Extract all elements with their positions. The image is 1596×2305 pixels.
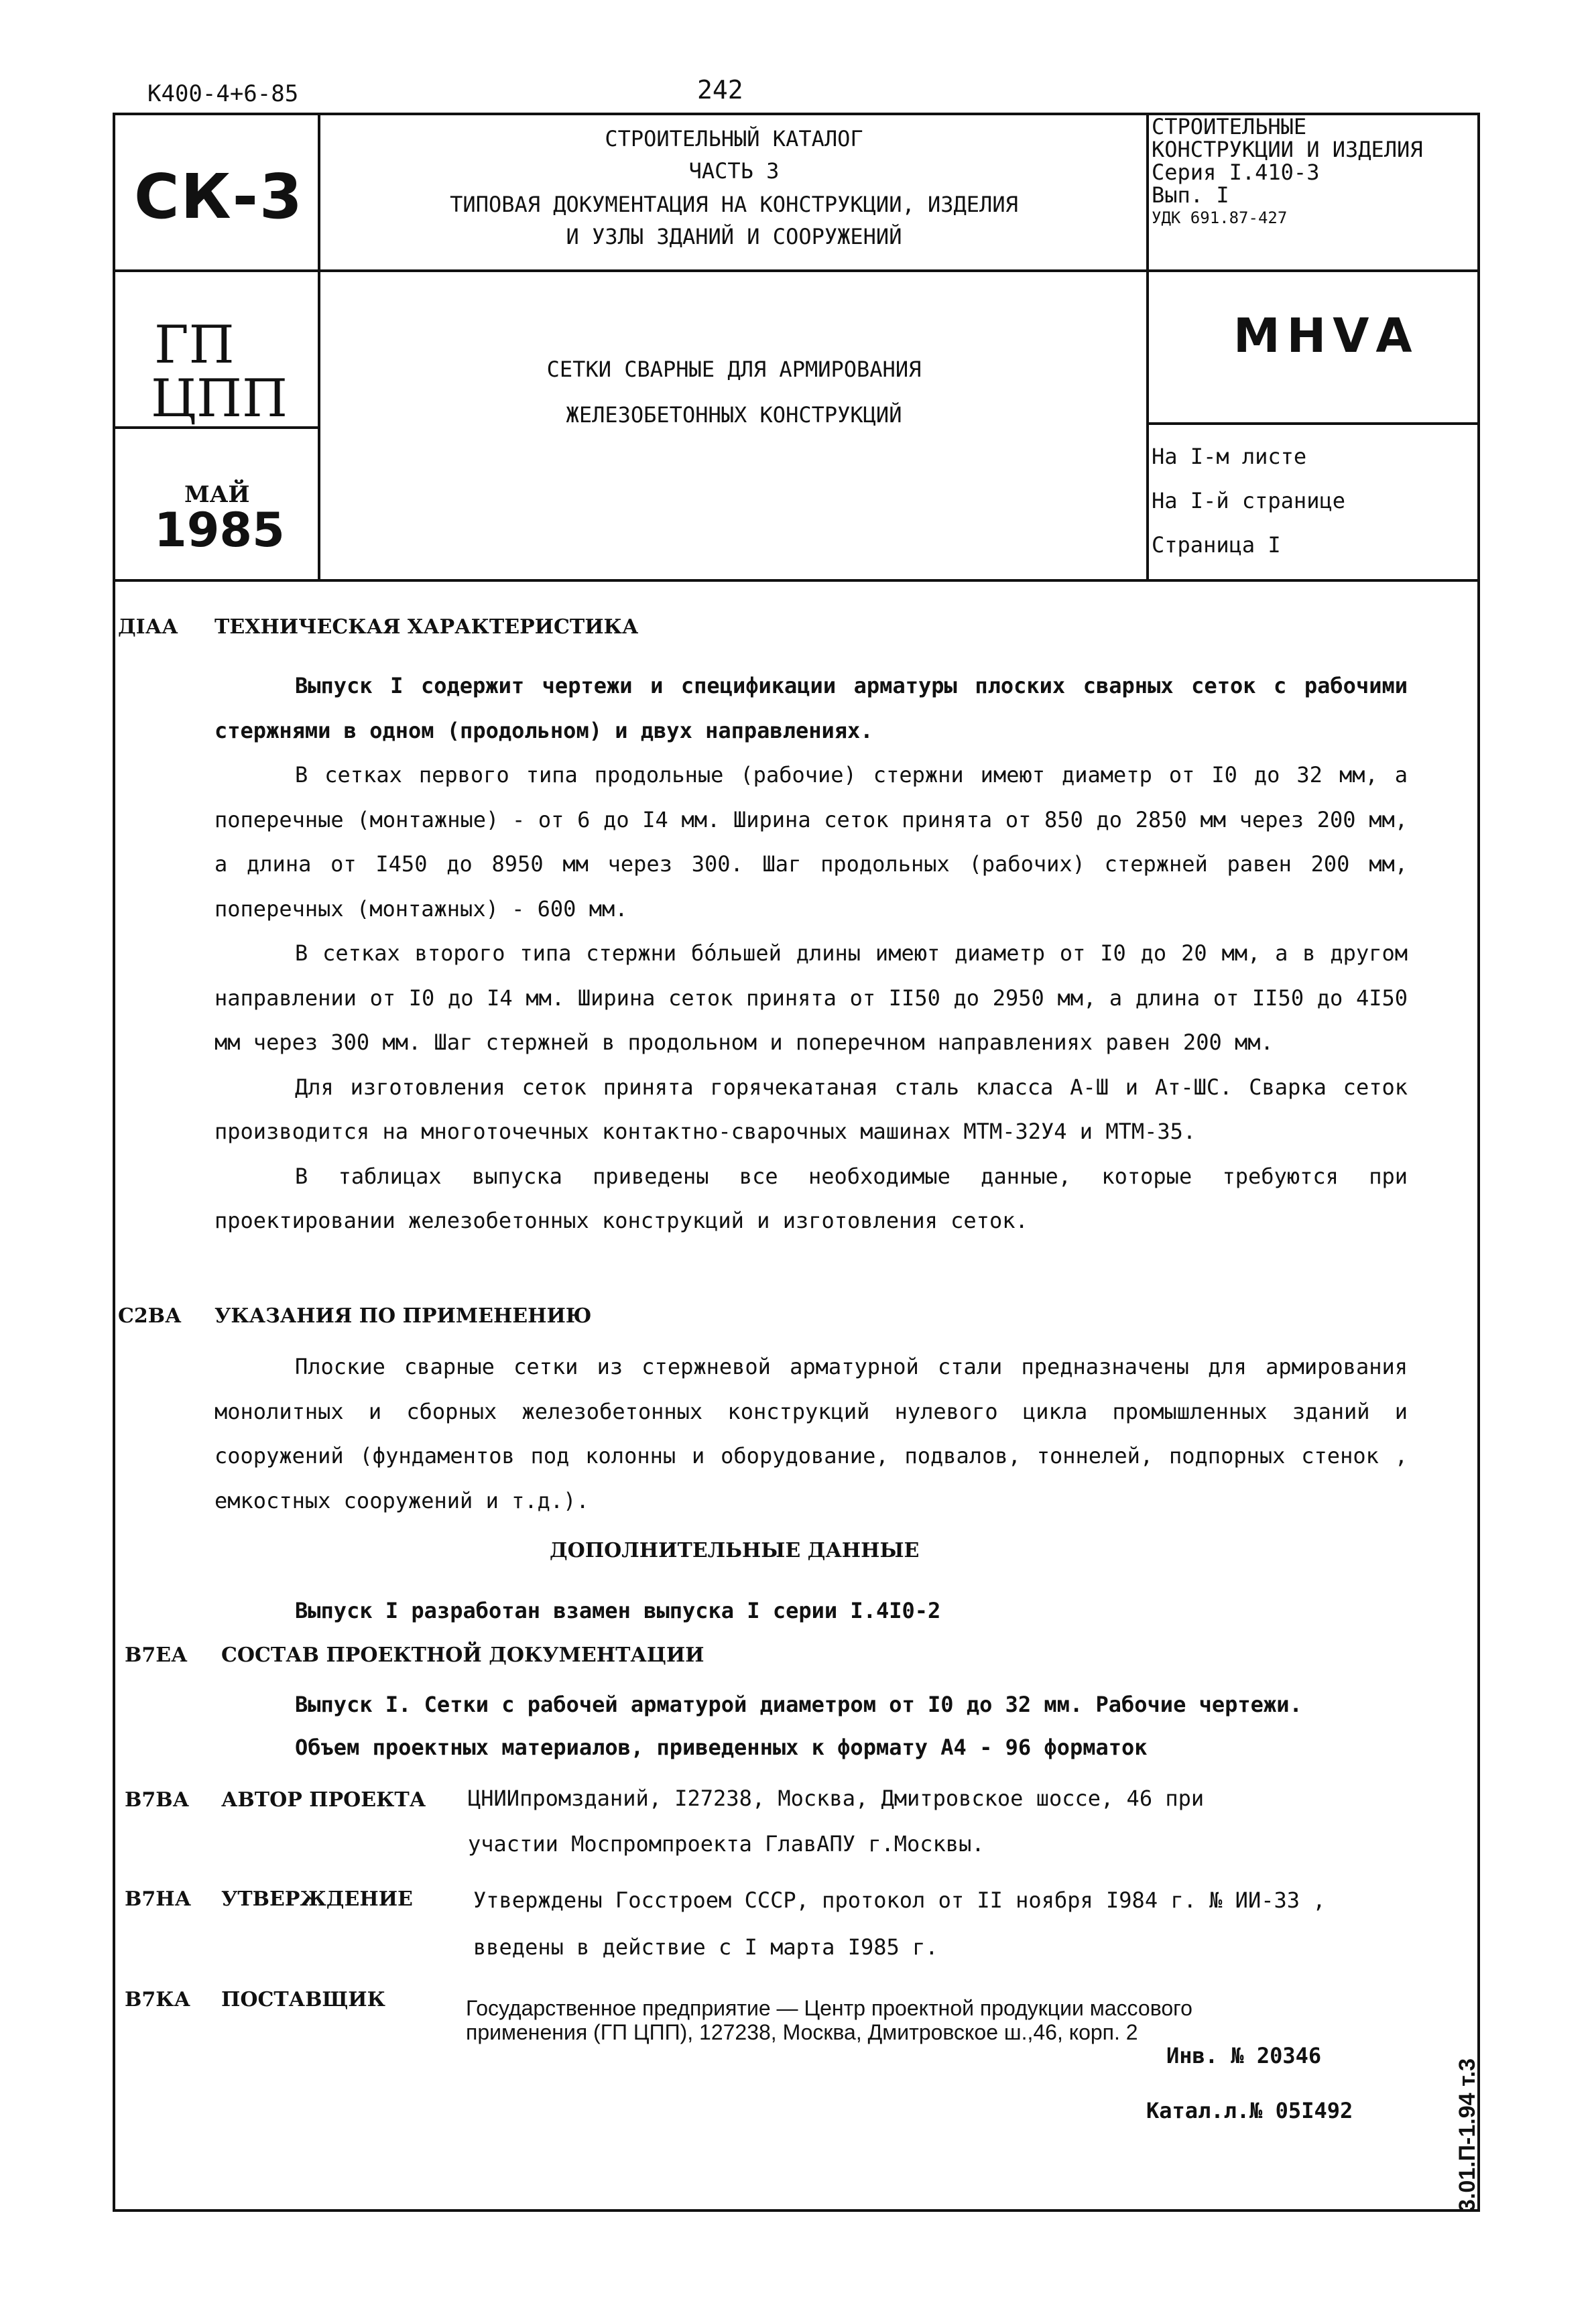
paragraph: В сетках второго типа стержни бо́льшей длины имеют диаметр от I0 до 20 мм, а в другом направлении от I0 до I4 мм. Ширина сеток принята от II50 до 2950 мм, а длина от II50 до 4I50 мм через 300 мм. Шаг стержней в продольном и поперечном направлениях равен 200 мм.: [214, 940, 1408, 1055]
section-title-supplier: ПОСТАВЩИК: [221, 1988, 385, 2011]
header-row-divider: [113, 269, 1480, 272]
series-label-line1: СТРОИТЕЛЬНЫЕ: [1152, 114, 1307, 139]
sheet-info-line3: Страница I: [1152, 532, 1281, 558]
catalog-sheet-number: Катал.л.№ 05I492: [1146, 2098, 1353, 2123]
side-stamp: 3.01.П-1.94 т.3: [1455, 2058, 1480, 2212]
header-divider-right: [1146, 113, 1149, 582]
issue-number: Вып. I: [1152, 182, 1229, 208]
paragraph: В сетках первого типа продольные (рабочие) стержни имеют диаметр от I0 до 32 мм, а поперечные (монтажные) - от 6 до I4 мм. Ширина сеток принята от 850 до 2850 мм через 200 мм, а длина от I450 до 8950 мм через 300. Шаг продольных (рабочих) стержней равен 200 мм, поперечных (монтажных) - 600 мм.: [214, 762, 1408, 922]
section-title-approval: УТВЕРЖДЕНИЕ: [221, 1887, 413, 1911]
publication-month: МАЙ: [184, 481, 250, 508]
sheet-info-line1: На I-м листе: [1152, 444, 1307, 469]
section-title-technical: ТЕХНИЧЕСКАЯ ХАРАКТЕРИСТИКА: [214, 615, 639, 639]
paragraph: Для изготовления сеток принята горячекатаная сталь класса А-Ш и Ат-ШС. Сварка сеток производится на многоточечных контактно-сварочных машинах МТМ-32У4 и МТМ-35.: [214, 1074, 1408, 1144]
right-col-divider: [1146, 422, 1480, 425]
header-divider-left: [318, 113, 320, 582]
paragraph: Плоские сварные сетки из стержневой арматурной стали предназначены для армирования монолитных и сборных железобетонных конструкций нулевого цикла промышленных зданий и сооружений (фундаментов под колонны и оборудование, подвалов, тоннелей, подпорных стенок , емкостных сооружений и т.д.).: [214, 1354, 1408, 1513]
catalog-subtitle-line2: И УЗЛЫ ЗДАНИЙ И СООРУЖЕНИЙ: [566, 224, 902, 249]
section-code-documentation: В7ЕА: [125, 1643, 188, 1667]
catalog-subtitle-line1: ТИПОВАЯ ДОКУМЕНТАЦИЯ НА КОНСТРУКЦИИ, ИЗДЕЛИЯ: [450, 192, 1018, 217]
document-title-line2: ЖЕЛЕЗОБЕТОННЫХ КОНСТРУКЦИЙ: [566, 402, 902, 428]
section-code-usage: С2ВА: [118, 1304, 182, 1328]
supplier-info: [466, 1996, 1192, 2044]
documentation-line1: Выпуск I. Сетки с рабочей арматурой диаметром от I0 до 32 мм. Рабочие чертежи.: [295, 1692, 1302, 1717]
approval-line2: введены в действие с I марта I985 г.: [473, 1934, 938, 1960]
technical-description: [214, 664, 1408, 1243]
usage-description: [214, 1345, 1408, 1523]
body-frame-right: [1477, 580, 1480, 2212]
classification-code: МНVА: [1233, 308, 1419, 363]
body-frame-bottom: [113, 2209, 1480, 2212]
author-line1: ЦНИИпромзданий, I27238, Москва, Дмитровское шоссе, 46 при: [468, 1786, 1205, 1811]
sheet-info: [1152, 434, 1345, 567]
section-title-usage: УКАЗАНИЯ ПО ПРИМЕНЕНИЮ: [214, 1304, 592, 1328]
section-title-documentation: СОСТАВ ПРОЕКТНОЙ ДОКУМЕНТАЦИИ: [221, 1643, 704, 1667]
section-title-author: АВТОР ПРОЕКТА: [221, 1788, 426, 1812]
additional-data-title: ДОПОЛНИТЕЛЬНЫЕ ДАННЫЕ: [550, 1539, 920, 1562]
section-code-author: В7ВА: [125, 1788, 190, 1812]
udk-code: УДК 691.87-427: [1152, 208, 1288, 227]
document-title-line1: СЕТКИ СВАРНЫЕ ДЛЯ АРМИРОВАНИЯ: [546, 357, 922, 382]
document-code: К400-4+6-85: [147, 80, 299, 107]
section-code-approval: В7НА: [125, 1887, 192, 1911]
supplier-line1: Государственное предприятие — Центр проектной продукции массового: [466, 1996, 1192, 2020]
sheet-info-line2: На I-й странице: [1152, 488, 1345, 513]
paragraph: Выпуск I содержит чертежи и спецификации арматуры плоских сварных сеток с рабочими стержнями в одном (продольном) и двух направлениях.: [214, 673, 1408, 743]
body-frame-left: [113, 580, 115, 2212]
supplier-line2: применения (ГП ЦПП), 127238, Москва, Дмитровское ш.,46, корп. 2: [466, 2020, 1138, 2044]
series-number: Серия I.410-3: [1152, 160, 1320, 185]
publisher-line2: ЦПП: [151, 369, 288, 429]
additional-data-line: Выпуск I разработан взамен выпуска I серии I.4I0-2: [295, 1598, 941, 1623]
catalog-title: СТРОИТЕЛЬНЫЙ КАТАЛОГ: [605, 126, 863, 151]
author-line2: участии Моспромпроекта ГлавАПУ г.Москвы.: [468, 1831, 985, 1857]
inventory-number: Инв. № 20346: [1166, 2043, 1322, 2068]
section-code-technical: ДIАА: [118, 615, 178, 639]
series-label: [1152, 115, 1423, 229]
series-label-line2: КОНСТРУКЦИИ И ИЗДЕЛИЯ: [1152, 137, 1423, 162]
section-code-supplier: В7КА: [125, 1988, 190, 2011]
approval-line1: Утверждены Госстроем СССР, протокол от II ноября I984 г. № ИИ-33 ,: [473, 1887, 1326, 1913]
catalog-code: СК-3: [134, 161, 304, 233]
page-number: 242: [697, 75, 743, 105]
paragraph: В таблицах выпуска приведены все необходимые данные, которые требуются при проектировании железобетонных конструкций и изготовления сеток.: [214, 1163, 1408, 1233]
catalog-part: ЧАСТЬ 3: [688, 158, 780, 184]
publisher-line1: ГП: [154, 315, 235, 375]
publication-year: 1985: [154, 503, 285, 558]
documentation-line2: Объем проектных материалов, приведенных к формату А4 - 96 форматок: [295, 1735, 1148, 1760]
